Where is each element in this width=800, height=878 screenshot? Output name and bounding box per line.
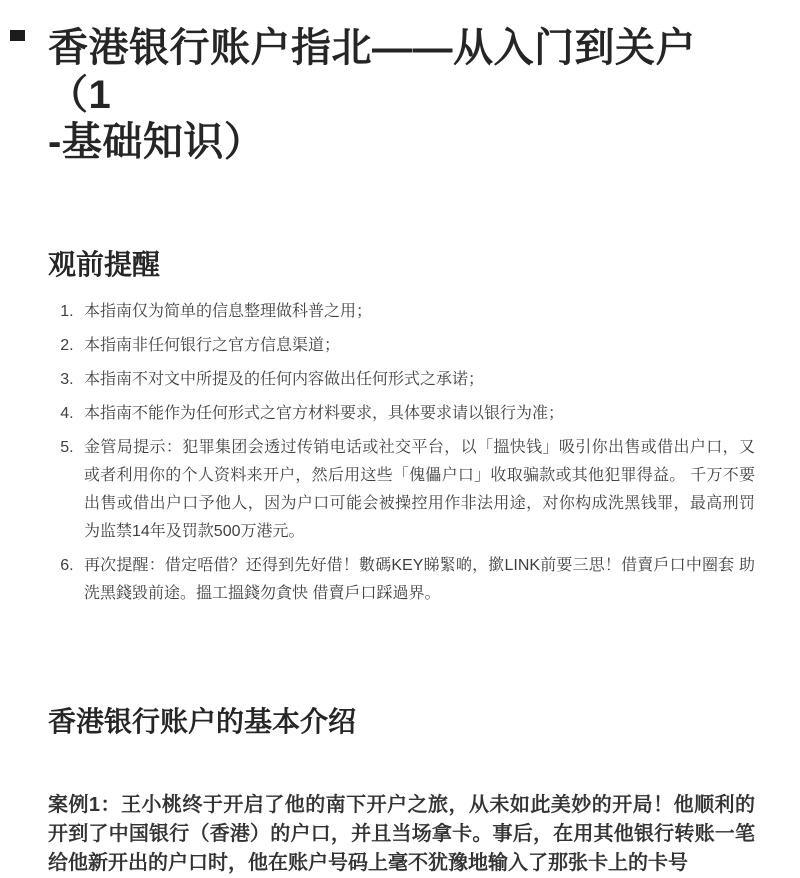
article-title-line-2: -基础知识） (48, 120, 265, 164)
section-heading-notice: 观前提醒 (48, 249, 161, 280)
notice-list-item: 1. 本指南仅为简单的信息整理做科普之用； (78, 298, 755, 326)
notice-list-item: 5. 金管局提示：犯罪集团会透过传销电话或社交平台，以「搵快钱」吸引你出售或借出户口，又或者利用你的个人资料来开户，然后用这些「傀儡户口」收取骗款或其他犯罪得益。 千万不要出售或借出户口予他人，因为户口可能会被操控用作非法用途，对你构成洗黑钱罪，最高刑罚为监禁14年及罚款500万港元。 (78, 434, 755, 546)
article-page (0, 25, 800, 878)
section-heading-intro: 香港银行账户的基本介绍 (48, 706, 357, 737)
notice-list-item: 2. 本指南非任何银行之官方信息渠道； (78, 332, 755, 360)
notice-list-item: 4. 本指南不能作为任何形式之官方材料要求，具体要求请以银行为准； (78, 400, 755, 428)
notice-list-item: 6. 再次提醒：借定唔借？还得到先好借！數碼KEY睇緊啲，撳LINK前要三思！借賣戶口中圈套 助洗黑錢毀前途。搵工搵錢勿貪快 借賣戶口踩過界。 (78, 552, 755, 608)
clipped-content-fragment (10, 30, 25, 41)
notice-list-item: 3. 本指南不对文中所提及的任何内容做出任何形式之承诺； (78, 366, 755, 394)
case-paragraph: 案例1：王小桃终于开启了他的南下开户之旅，从未如此美妙的开局！他顺利的开到了中国银行（香港）的户口，并且当场拿卡。事后，在用其他银行转账一笔给他新开出的户口时，他在账户号码上毫不犹豫地输入了那张卡上的卡号 (48, 794, 755, 874)
article-title (48, 25, 755, 166)
notice-list (48, 298, 755, 608)
article-title-line-1: 香港银行账户指北——从入门到关户（1 (48, 26, 696, 117)
